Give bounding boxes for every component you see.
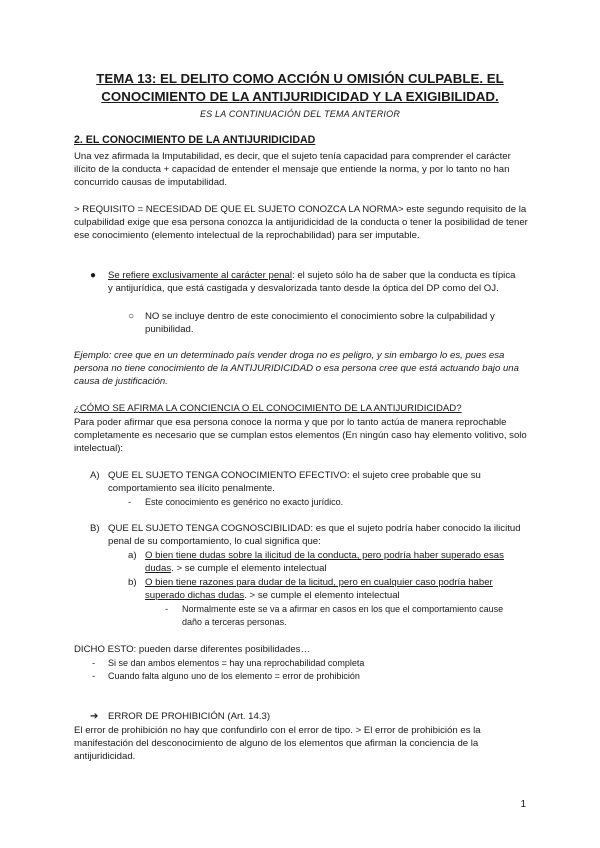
item-b-a-text: [145, 549, 530, 575]
item-b-b-underlined-1: O bien tiene razones para dudar de la licitud, pero en cualquier caso podría haber: [145, 577, 493, 588]
error-paragraph: El error de prohibición no hay que confundirlo con el error de tipo. > El error de prohibición es la manifestación del desconocimiento de alguno de los elementos que afirman la conciencia de la antijuridicidad.: [74, 725, 481, 762]
title-line-1: TEMA 13: EL DELITO COMO ACCIÓN U OMISIÓN CULPABLE. EL: [96, 71, 504, 86]
question-heading: ¿CÓMO SE AFIRMA LA CONCIENCIA O EL CONOCIMIENTO DE LA ANTIJURIDICIDAD?: [74, 403, 462, 414]
dicho-item-1: Si se dan ambos elementos = hay una reprochabilidad completa: [108, 658, 365, 668]
bullet-underlined-text: Se refiere exclusivamente al carácter penal: [108, 270, 292, 281]
bullet-rest-text: : el sujeto sólo ha de saber que la conducta es típica y antijurídica, que está castigada y desvalorizada tanto desde la óptica del DP como del OJ.: [108, 270, 516, 294]
sub-bullet-marker: ○: [128, 311, 135, 322]
item-b-b-underlined-2: superado dichas dudas: [145, 590, 245, 601]
error-heading: ERROR DE PROHIBICIÓN (Art. 14.3): [108, 711, 271, 722]
item-b-a-label: a): [128, 550, 137, 561]
page-number: 1: [520, 799, 526, 810]
page-title: [60, 70, 540, 106]
intro-paragraph: Una vez afirmada la Imputabilidad, es decir, que el sujeto tenía capacidad para comprender el carácter ilícito de la conducta + capacidad de entender el mensaje que entiende la norma, y por lo tanto no han concurrido causas de imputabilidad.: [74, 151, 511, 188]
dicho-marker-2: -: [92, 671, 96, 682]
item-b-a-underlined-2: dudas: [145, 563, 172, 574]
item-b-b-sub-marker: -: [165, 604, 169, 615]
dicho-heading: DICHO ESTO: pueden darse diferentes posibilidades…: [74, 644, 311, 655]
item-b-b-text: [145, 576, 530, 602]
item-a-text: QUE EL SUJETO TENGA CONOCIMIENTO EFECTIVO: el sujeto cree probable que su comportamiento sea ilícito penalmente.: [108, 470, 481, 494]
item-b-b-label: b): [128, 577, 137, 588]
question-paragraph: Para poder afirmar que esa persona conoce la norma y que por lo tanto actúa de manera reprochable completamente es necesario que se cumplan estos elementos (En ningún caso hay elemento volitivo, solo intelectual):: [74, 417, 527, 454]
subtitle: ES LA CONTINUACIÓN DEL TEMA ANTERIOR: [199, 109, 401, 119]
requisito-paragraph: > REQUISITO = NECESIDAD DE QUE EL SUJETO CONOZCA LA NORMA> este segundo requisito de la culpabilidad exige que esa persona conozca la antijuridicidad de la conducta o tener la posibilidad de tener ese conocimiento (elemento intelectual de la reprochabilidad) para ser imputable.: [74, 204, 528, 241]
item-b-label: B): [90, 523, 100, 534]
example-paragraph: Ejemplo: cree que en un determinado país vender droga no es peligro, y sin embargo lo es, pues esa persona no tiene conocimiento de la ANTIJURIDICIDAD o esa persona cree que está actuando bajo una causa de justificación.: [74, 350, 519, 387]
item-a-sub-text: Este conocimiento es genérico no exacto jurídico.: [145, 497, 344, 507]
item-b-b-rest: . > se cumple el elemento intelectual: [244, 590, 400, 601]
item-a-label: A): [90, 470, 100, 481]
dicho-item-2: Cuando falta alguno uno de los elemento = error de prohibición: [108, 671, 360, 681]
item-a-sub-marker: -: [128, 497, 132, 508]
item-b-text: QUE EL SUJETO TENGA COGNOSCIBILIDAD: es que el sujeto podría haber conocido la ilicitud penal de su comportamiento, lo cual significa que:: [108, 523, 521, 547]
title-line-2: CONOCIMIENTO DE LA ANTIJURIDICIDAD Y LA EXIGIBILIDAD.: [101, 89, 499, 104]
arrow-icon: ➔: [90, 711, 99, 722]
bullet-marker: ●: [90, 270, 97, 281]
item-b-a-rest: . > se cumple el elemento intelectual: [171, 563, 327, 574]
item-b-b-sub-text: Normalmente este se va a afirmar en casos en los que el comportamiento cause daño a terceras personas.: [182, 604, 504, 627]
dicho-marker-1: -: [92, 658, 96, 669]
item-b-a-underlined-1: O bien tiene dudas sobre la ilicitud de la conducta, pero podría haber superado esas: [145, 550, 504, 561]
sub-bullet-text: NO se incluye dentro de este conocimiento el conocimiento sobre la culpabilidad y punibilidad.: [145, 311, 495, 335]
section-heading: 2. EL CONOCIMIENTO DE LA ANTIJURIDICIDAD: [74, 134, 316, 146]
bullet-item: [108, 269, 518, 295]
